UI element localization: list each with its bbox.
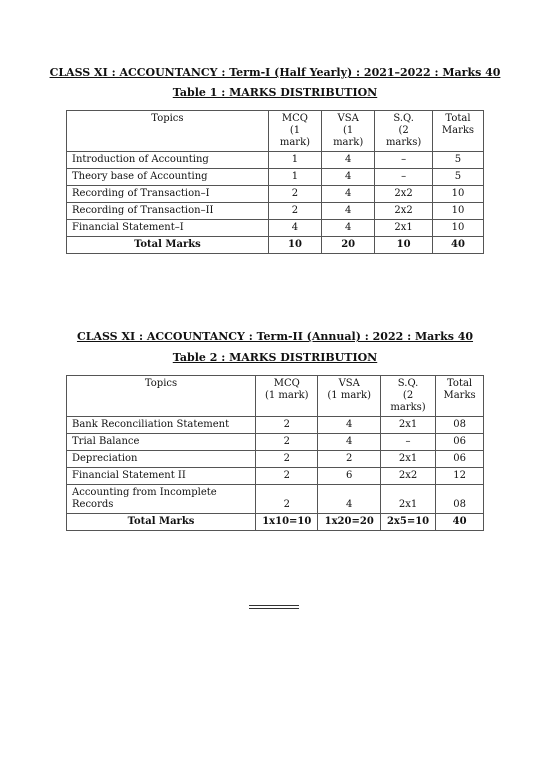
table-row — [67, 203, 484, 220]
row-total: 10 — [432, 203, 483, 220]
row-total: 06 — [436, 434, 484, 451]
row-topic: Financial Statement II — [67, 468, 256, 485]
row-vsa: 4 — [322, 220, 375, 237]
row-mcq: 2 — [256, 451, 318, 468]
row-sq: – — [375, 152, 433, 169]
table-row — [67, 186, 484, 203]
term1-heading: CLASS XI : ACCOUNTANCY : Term-I (Half Yearly) : 2021–2022 : Marks 40 — [49, 66, 501, 79]
total-sq: 10 — [375, 237, 433, 254]
total-label: Total Marks — [67, 514, 256, 531]
table1-title: Table 1 : MARKS DISTRIBUTION — [172, 86, 378, 99]
row-mcq: 1 — [268, 152, 321, 169]
table-row — [67, 451, 484, 468]
row-sq: 2x1 — [380, 485, 435, 514]
table-row — [67, 417, 484, 434]
row-mcq: 2 — [268, 203, 321, 220]
total-vsa: 1x20=20 — [318, 514, 380, 531]
row-sq: 2x1 — [380, 451, 435, 468]
table-header-row — [67, 376, 484, 417]
row-vsa: 4 — [322, 203, 375, 220]
row-mcq: 2 — [256, 417, 318, 434]
total-mcq: 10 — [268, 237, 321, 254]
table-row — [67, 169, 484, 186]
table-header-row — [67, 111, 484, 152]
row-topic: Recording of Transaction–I — [67, 186, 269, 203]
table-row — [67, 468, 484, 485]
row-topic: Introduction of Accounting — [67, 152, 269, 169]
row-topic: Bank Reconciliation Statement — [67, 417, 256, 434]
row-total: 10 — [432, 186, 483, 203]
row-total: 12 — [436, 468, 484, 485]
total-sq: 2x5=10 — [380, 514, 435, 531]
marks-table-term1 — [66, 110, 484, 254]
row-total: 5 — [432, 169, 483, 186]
end-divider — [249, 605, 299, 611]
table-row — [67, 434, 484, 451]
header-total: Total Marks — [432, 111, 483, 152]
row-total: 5 — [432, 152, 483, 169]
total-row — [67, 237, 484, 254]
row-vsa: 4 — [318, 417, 380, 434]
header-sq: S.Q. (2 marks) — [380, 376, 435, 417]
row-mcq: 2 — [256, 485, 318, 514]
row-topic: Accounting from Incomplete Records — [67, 485, 256, 514]
term2-heading: CLASS XI : ACCOUNTANCY : Term-II (Annual) : 2022 : Marks 40 — [76, 330, 474, 343]
header-mcq: MCQ (1 mark) — [256, 376, 318, 417]
total-mcq: 1x10=10 — [256, 514, 318, 531]
header-topics: Topics — [67, 111, 269, 152]
row-topic: Trial Balance — [67, 434, 256, 451]
row-vsa: 4 — [318, 434, 380, 451]
total-marks: 40 — [432, 237, 483, 254]
row-vsa: 4 — [322, 169, 375, 186]
row-vsa: 6 — [318, 468, 380, 485]
total-marks: 40 — [436, 514, 484, 531]
row-vsa: 2 — [318, 451, 380, 468]
row-mcq: 4 — [268, 220, 321, 237]
row-mcq: 1 — [268, 169, 321, 186]
row-total: 10 — [432, 220, 483, 237]
row-vsa: 4 — [322, 152, 375, 169]
header-mcq: MCQ (1 mark) — [268, 111, 321, 152]
row-total: 08 — [436, 417, 484, 434]
row-topic: Recording of Transaction–II — [67, 203, 269, 220]
row-total: 08 — [436, 485, 484, 514]
row-topic: Theory base of Accounting — [67, 169, 269, 186]
marks-table-term2 — [66, 375, 484, 531]
table-row — [67, 485, 484, 514]
total-label: Total Marks — [67, 237, 269, 254]
header-topics: Topics — [67, 376, 256, 417]
row-sq: 2x1 — [375, 220, 433, 237]
table-row — [67, 152, 484, 169]
row-mcq: 2 — [256, 434, 318, 451]
row-total: 06 — [436, 451, 484, 468]
row-vsa: 4 — [322, 186, 375, 203]
row-sq: – — [375, 169, 433, 186]
total-vsa: 20 — [322, 237, 375, 254]
row-vsa: 4 — [318, 485, 380, 514]
row-sq: – — [380, 434, 435, 451]
row-sq: 2x2 — [375, 203, 433, 220]
row-topic: Financial Statement–I — [67, 220, 269, 237]
row-topic: Depreciation — [67, 451, 256, 468]
row-sq: 2x2 — [380, 468, 435, 485]
header-total: Total Marks — [436, 376, 484, 417]
row-mcq: 2 — [256, 468, 318, 485]
table-row — [67, 220, 484, 237]
row-sq: 2x1 — [380, 417, 435, 434]
row-mcq: 2 — [268, 186, 321, 203]
header-sq: S.Q. (2 marks) — [375, 111, 433, 152]
total-row — [67, 514, 484, 531]
header-vsa: VSA (1 mark) — [318, 376, 380, 417]
row-sq: 2x2 — [375, 186, 433, 203]
header-vsa: VSA (1 mark) — [322, 111, 375, 152]
table2-title: Table 2 : MARKS DISTRIBUTION — [172, 351, 378, 364]
